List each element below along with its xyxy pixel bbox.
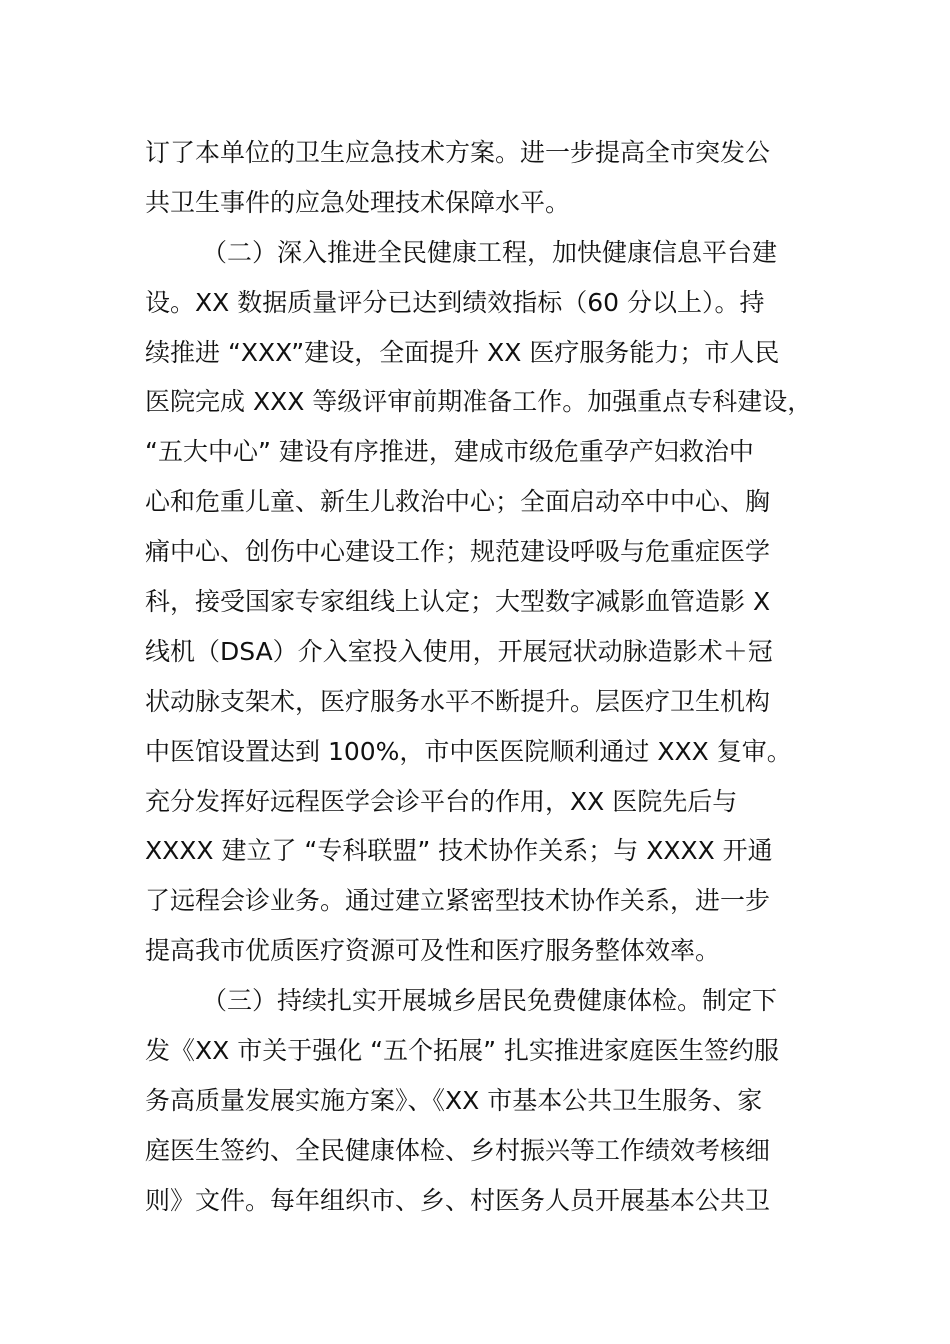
text-line: 科，接受国家专家组线上认定；大型数字减影血管造影 X <box>145 587 771 617</box>
text-line: 订了本单位的卫生应急技术方案。进一步提高全市突发公 <box>145 138 771 167</box>
text-line: 续推进 “XXX”建设，全面提升 XX 医疗服务能力；市人民 <box>145 337 780 367</box>
text-line: 线机（DSA）介入室投入使用，开展冠状动脉造影术＋冠 <box>145 636 773 666</box>
text-line: 痛中心、创伤中心建设工作；规范建设呼吸与危重症医学 <box>145 537 771 567</box>
text-line: 共卫生事件的应急处理技术保障水平。 <box>145 187 571 217</box>
text-line: 发《XX 市关于强化 “五个拓展” 扎实推进家庭医生签约服 <box>145 1036 779 1066</box>
text-line: 设。XX 数据质量评分已达到绩效指标（60 分以上）。持 <box>145 287 765 317</box>
text-line: 庭医生签约、全民健康体检、乡村振兴等工作绩效考核细 <box>145 1135 771 1165</box>
text-line: 心和危重儿童、新生儿救治中心；全面启动卒中中心、胸 <box>145 487 771 517</box>
document-body <box>145 128 813 1226</box>
text-line: 中医馆设置达到 100%，市中医医院顺利通过 XXX 复审。 <box>145 736 792 766</box>
section-heading-line: （三）持续扎实开展城乡居民免费健康体检。制定下 <box>202 986 778 1016</box>
text-line: 务高质量发展实施方案》、《XX 市基本公共卫生服务、家 <box>145 1085 763 1115</box>
text-line: 状动脉支架术，医疗服务水平不断提升。层医疗卫生机构 <box>145 686 771 716</box>
text-line: 了远程会诊业务。通过建立紧密型技术协作关系，进一步 <box>145 886 771 916</box>
text-line: 医院完成 XXX 等级评审前期准备工作。加强重点专科建设， <box>145 387 813 417</box>
text-line: XXXX 建立了 “专科联盟” 技术协作关系；与 XXXX 开通 <box>145 836 773 866</box>
text-line: 提高我市优质医疗资源可及性和医疗服务整体效率。 <box>145 936 721 966</box>
text-line: “五大中心” 建设有序推进，建成市级危重孕产妇救治中 <box>145 437 754 467</box>
text-line: 则》文件。每年组织市、乡、村医务人员开展基本公共卫 <box>145 1185 771 1215</box>
text-line: 充分发挥好远程医学会诊平台的作用，XX 医院先后与 <box>145 786 738 816</box>
section-heading-line: （二）深入推进全民健康工程，加快健康信息平台建 <box>202 237 778 267</box>
